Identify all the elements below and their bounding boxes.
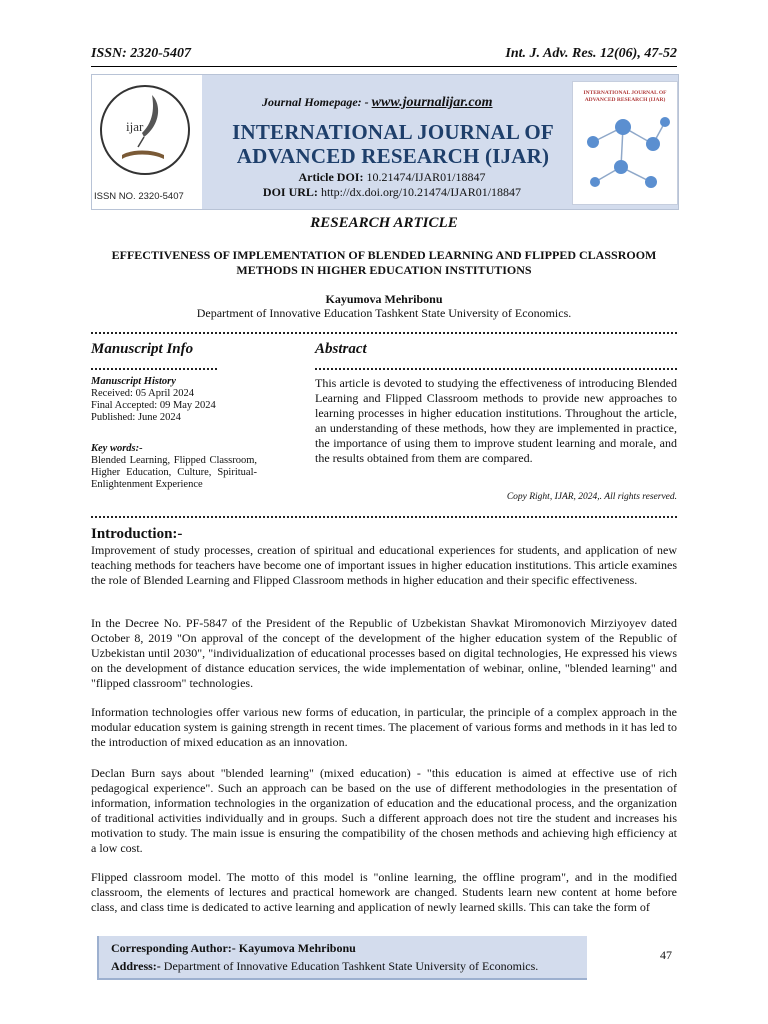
- body-paragraph-5: Flipped classroom model. The motto of this model is "online learning, the offline program", and in the modified classroom, the elements of lectures and practical homework are changed. Students learn new content at home before class, and class time is dedicated to active learning and application of newly learned skills. This can take the form of: [91, 870, 677, 914]
- author-affiliation: Department of Innovative Education Tashkent State University of Economics.: [196, 306, 572, 320]
- doi-value: 10.21474/IJAR01/18847: [366, 170, 486, 184]
- journal-title-line1: INTERNATIONAL JOURNAL OF: [232, 120, 554, 144]
- journal-homepage: [262, 95, 493, 111]
- paper-title-line1: EFFECTIVENESS OF IMPLEMENTATION OF BLENDED LEARNING AND FLIPPED CLASSROOM: [111, 248, 657, 262]
- info-divider: [91, 368, 217, 370]
- abstract-text: This article is devoted to studying the effectiveness of introducing Blended Learning and Flipped Classroom methods to provide new approaches to learning processes in higher education institutions. Throughout the article, an understanding of these methods, how they are implemented in practice, the importance of using them to improve student learning and morale, and the results obtained from them are compared.: [315, 376, 677, 465]
- introduction-heading: Introduction:-: [91, 526, 183, 542]
- corresponding-label: Corresponding Author:-: [111, 941, 236, 955]
- issn-label: ISSN: 2320-5407: [91, 46, 191, 61]
- manuscript-history: [91, 376, 291, 424]
- corresponding-author-box: [97, 936, 587, 980]
- doi-url-link[interactable]: http://dx.doi.org/10.21474/IJAR01/18847: [320, 185, 522, 199]
- page-number: 47: [660, 948, 672, 962]
- accepted-date: Final Accepted: 09 May 2024: [91, 400, 216, 411]
- corresponding-name: Kayumova Mehribonu: [238, 941, 356, 955]
- body-paragraph-1: Improvement of study processes, creation of spiritual and educational experiences for students, and application of new teaching methods for teachers have become one of important issues in higher education institutions. This article examines the role of Blended Learning and Flipped Classroom methods in higher education and their specific effectiveness.: [91, 543, 677, 587]
- divider-bottom: [91, 516, 677, 518]
- logo-text: ijar: [126, 119, 144, 134]
- paper-title: [91, 248, 677, 278]
- keywords-list: Blended Learning, Flipped Classroom, Higher Education, Culture, Spiritual-Enlightenment Experience: [91, 455, 257, 490]
- divider-top: [91, 332, 677, 334]
- cover-title: INTERNATIONAL JOURNAL OF ADVANCED RESEARCH (IJAR): [583, 90, 667, 103]
- journal-title-line2: ADVANCED RESEARCH (IJAR): [236, 144, 550, 168]
- address-line: [111, 958, 538, 974]
- author-name: Kayumova Mehribonu: [325, 292, 443, 306]
- journal-title: [218, 120, 568, 168]
- article-type: RESEARCH ARTICLE: [310, 215, 458, 231]
- received-date: Received: 05 April 2024: [91, 388, 194, 399]
- journal-cover-image: [572, 81, 678, 205]
- address-label: Address:-: [111, 959, 161, 973]
- doi-url-label: DOI URL:: [262, 185, 318, 199]
- address-value: Department of Innovative Education Tashkent State University of Economics.: [163, 959, 539, 973]
- published-date: Published: June 2024: [91, 412, 181, 423]
- logo-issn: ISSN NO. 2320-5407: [94, 191, 184, 202]
- doi-label: Article DOI:: [298, 170, 364, 184]
- homepage-link[interactable]: www.journalijar.com: [371, 95, 493, 110]
- citation-label: Int. J. Adv. Res. 12(06), 47-52: [505, 46, 677, 61]
- abstract-divider: [315, 368, 677, 370]
- body-paragraph-2: In the Decree No. PF-5847 of the President of the Republic of Uzbekistan Shavkat Miromonovich Mirziyoyev dated October 8, 2019 "On approval of the concept of the development of the higher education system of the Republic of Uzbekistan until 2030", "individualization of educational processes based on digital technologies, He expressed his views on the development of distance education services, the wide implementation of webinar, online, "blended learning" and "flipped classroom" technologies.: [91, 616, 677, 690]
- manuscript-info-heading: Manuscript Info: [91, 341, 194, 357]
- abstract-heading: Abstract: [315, 341, 367, 357]
- running-header: [91, 46, 677, 67]
- quill-icon: [92, 75, 202, 185]
- body-paragraph-4: Declan Burn says about "blended learning" (mixed education) - "this education is aimed at effective use of rich pedagogical experience". Such an approach can be based on the use of different methodologies in the presentation of information, information technologies in the organization of education and the educational process, and the organization of traditional activities individually and in groups. Such a different approach does not tire the student and increases his motivation to study. The main issue is ensuring the compatibility of the chosen methods and achieving high efficiency at a low cost.: [91, 766, 677, 855]
- history-label: Manuscript History: [91, 376, 176, 387]
- doi-block: [222, 170, 562, 200]
- body-paragraph-3: Information technologies offer various new forms of education, in particular, the principle of a complex approach in the modular education system is gaining strength in recent times. The placement of various forms and methods in it has led to the introduction of mixed education as an innovation.: [91, 705, 677, 749]
- paper-title-line2: METHODS IN HIGHER EDUCATION INSTITUTIONS: [236, 263, 532, 277]
- journal-logo: [92, 75, 202, 209]
- corresponding-author-line: [111, 940, 356, 956]
- molecule-icon: [573, 82, 677, 204]
- journal-banner: [91, 74, 679, 210]
- keywords-label: Key words:-: [91, 443, 143, 454]
- homepage-label: Journal Homepage: -: [262, 95, 369, 109]
- copyright-notice: Copy Right, IJAR, 2024,. All rights reserved.: [506, 492, 677, 502]
- keywords-block: [91, 443, 257, 491]
